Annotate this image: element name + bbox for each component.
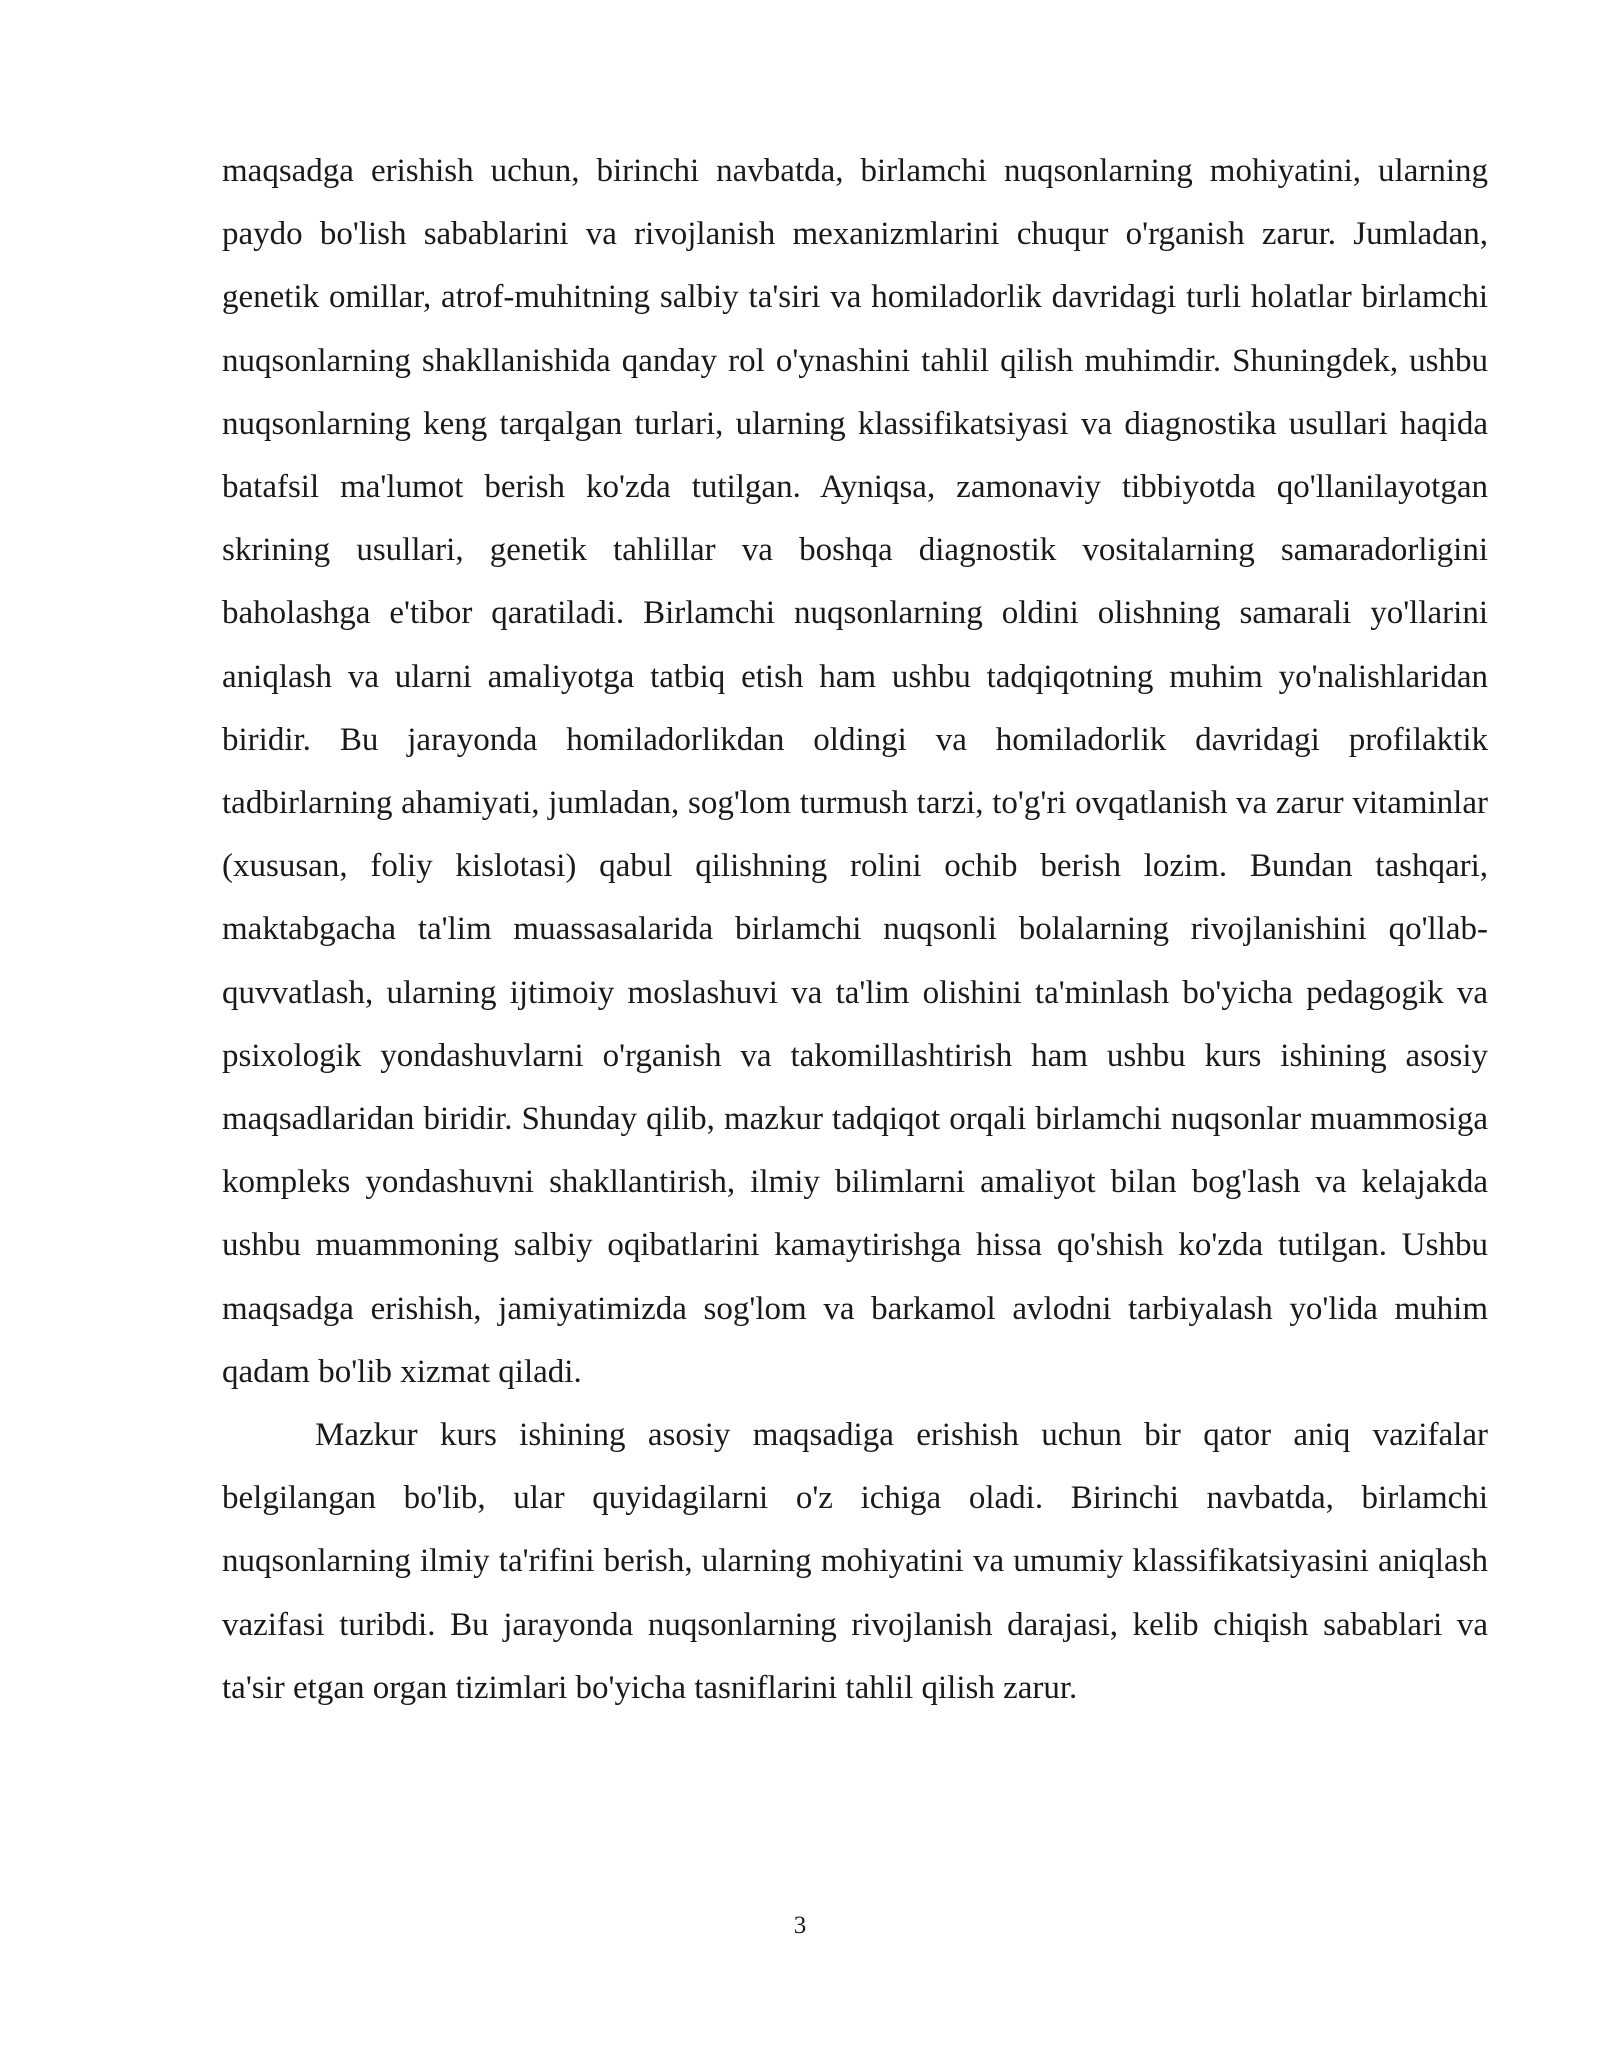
page-number: 3 [793,1912,807,1939]
body-text [222,140,1488,1720]
paragraph: Mazkur kurs ishining asosiy maqsadiga erishish uchun bir qator aniq vazifalar belgilangan bo'lib, ular quyidagilarni o'z ichiga oladi. Birinchi navbatda, birlamchi nuqsonlarning ilmiy ta'rifini berish, ularning mohiyatini va umumiy klassifikatsiyasini aniqlash vazifasi turibdi. Bu jarayonda nuqsonlarning rivojlanish darajasi, kelib chiqish sabablari va ta'sir etgan organ tizimlari bo'yicha tasniflarini tahlil qilish zarur. [222,1417,1488,1706]
paragraph-continuation: maqsadga erishish uchun, birinchi navbatda, birlamchi nuqsonlarning mohiyatini, ularning paydo bo'lish sabablarini va rivojlanish mexanizmlarini chuqur o'rganish zarur. Jumladan, genetik omillar, atrof-muhitning salbiy ta'siri va homiladorlik davridagi turli holatlar birlamchi nuqsonlarning shakllanishida qanday rol o'ynashini tahlil qilish muhimdir. Shuningdek, ushbu nuqsonlarning keng tarqalgan turlari, ularning klassifikatsiyasi va diagnostika usullari haqida batafsil ma'lumot berish ko'zda tutilgan. Ayniqsa, zamonaviy tibbiyotda qo'llanilayotgan skrining usullari, genetik tahlillar va boshqa diagnostik vositalarning samaradorligini baholashga e'tibor qaratiladi. Birlamchi nuqsonlarning oldini olishning samarali yo'llarini aniqlash va ularni amaliyotga tatbiq etish ham ushbu tadqiqotning muhim yo'nalishlaridan biridir. Bu jarayonda homiladorlikdan oldingi va homiladorlik davridagi profilaktik tadbirlarning ahamiyati, jumladan, sog'lom turmush tarzi, to'g'ri ovqatlanish va zarur vitaminlar (xususan, foliy kislotasi) qabul qilishning rolini ochib berish lozim. Bundan tashqari, maktabgacha ta'lim muassasalarida birlamchi nuqsonli bolalarning rivojlanishini qo'llab-quvvatlash, ularning ijtimoiy moslashuvi va ta'lim olishini ta'minlash bo'yicha pedagogik va psixologik yondashuvlarni o'rganish va takomillashtirish ham ushbu kurs ishining asosiy maqsadlaridan biridir. Shunday qilib, mazkur tadqiqot orqali birlamchi nuqsonlar muammosiga kompleks yondashuvni shakllantirish, ilmiy bilimlarni amaliyot bilan bog'lash va kelajakda ushbu muammoning salbiy oqibatlarini kamaytirishga hissa qo'shish ko'zda tutilgan. Ushbu maqsadga erishish, jamiyatimizda sog'lom va barkamol avlodni tarbiyalash yo'lida muhim qadam bo'lib xizmat qiladi. [222,153,1488,1390]
